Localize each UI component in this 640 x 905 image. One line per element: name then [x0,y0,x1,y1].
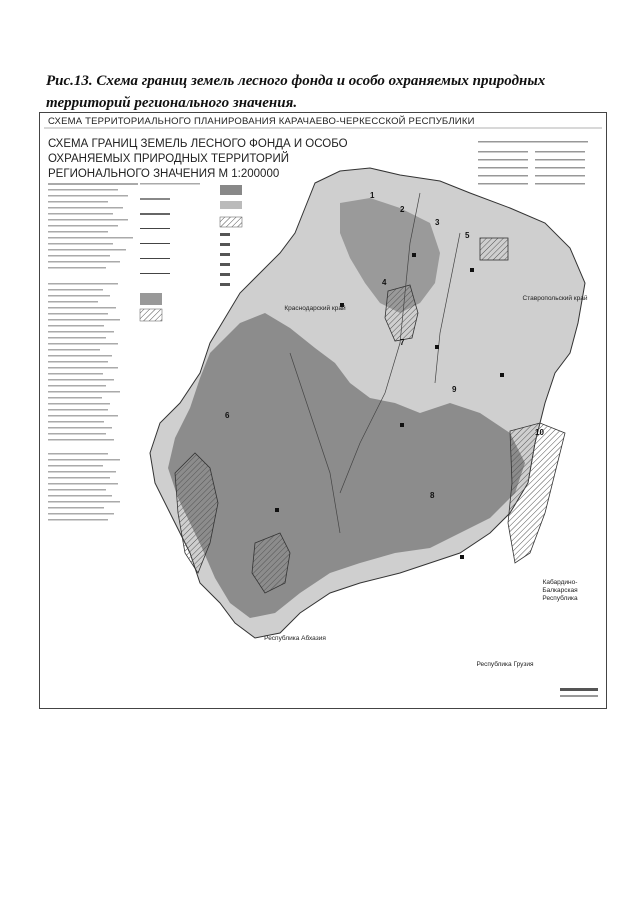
district-number: 4 [382,278,387,287]
label-krasnodar: Краснодарский край [284,305,346,312]
district-number: 2 [400,205,405,214]
district-number: 7 [400,338,405,347]
district-number: 1 [370,191,375,200]
label-stavropol: Ставропольский край [522,295,588,302]
label-abkhazia: Республика Абхазия [264,635,326,642]
sheet-title: СХЕМА ТЕРРИТОРИАЛЬНОГО ПЛАНИРОВАНИЯ КАРАЧАЕВО-ЧЕРКЕССКОЙ РЕСПУБЛИКИ [48,116,475,127]
district-number: 6 [225,411,230,420]
label-georgia: Республика Грузия [476,661,534,668]
legend-center [140,183,200,321]
protected-area-ne [480,238,508,260]
legend-top-right [478,141,588,185]
map-graphic [40,113,606,708]
legend-left [48,183,138,521]
district-number: 10 [535,428,544,437]
map-title: СХЕМА ГРАНИЦ ЗЕМЕЛЬ ЛЕСНОГО ФОНДА И ОСОБО ОХРАНЯЕМЫХ ПРИРОДНЫХ ТЕРРИТОРИЙ РЕГИОНАЛЬНОГО ЗНАЧЕНИЯ М 1:200000 [48,138,348,180]
label-kbr: Кабардино-Балкарская Республика [542,579,578,602]
map-sheet [39,112,607,709]
district-number: 8 [430,491,435,500]
figure-caption: Рис.13. Схема границ земель лесного фонда и особо охраняемых природных территорий регионального значения. [46,73,546,111]
district-number: 5 [465,231,470,240]
district-number: 3 [435,218,440,227]
protected-area-east [508,423,565,563]
legend-right [220,185,242,286]
scale-bar [560,688,598,697]
district-number: 9 [452,385,457,394]
